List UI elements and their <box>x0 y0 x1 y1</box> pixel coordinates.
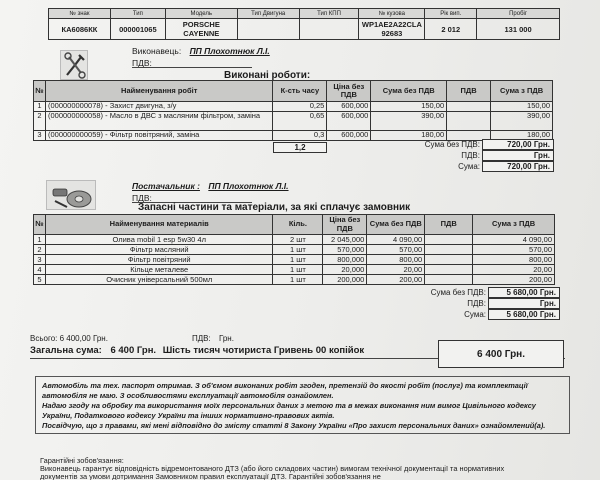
parts-row-name: Фільтр повітряний <box>45 255 272 265</box>
parts-row-qty: 1 шт <box>273 245 323 255</box>
parts-icon <box>46 180 96 210</box>
works-summary-label: ПДВ: <box>461 151 480 160</box>
vehicle-engine <box>237 19 299 40</box>
works-summary-label: Сума: <box>458 162 480 171</box>
works-summary-value: Грн. <box>482 150 554 161</box>
note-line: Надаю згоду на обробку та використання моїх персональних даних з метою та в межах виконання ним вимог Цивільного кодексу <box>42 401 536 410</box>
vehicle-model: PORSCHE CAYENNE <box>165 19 237 40</box>
works-row-qty: 0,3 <box>273 131 327 141</box>
works-header-cell: Ціна без ПДВ <box>327 81 371 102</box>
works-row-total: 150,00 <box>491 102 553 112</box>
works-row-number: 3 <box>34 131 46 141</box>
works-row-sum: 150,00 <box>371 102 447 112</box>
vehicle-type: 000001065 <box>110 19 165 40</box>
parts-row-sum: 20,00 <box>367 265 425 275</box>
parts-row-total: 800,00 <box>473 255 555 265</box>
total-all: Всього: 6 400,00 Грн. <box>30 334 108 343</box>
grand-total-label: Загальна сума: <box>30 345 102 356</box>
parts-summary-label: Сума без ПДВ: <box>430 288 486 297</box>
contractor-vat: ПДВ: <box>132 58 152 68</box>
works-header-cell: № <box>34 81 46 102</box>
note-line: автомобіля не маю. З особливостями експлуатації автомобіля ознайомлен. <box>42 391 334 400</box>
parts-summary-label: ПДВ: <box>467 299 486 308</box>
table-row <box>34 265 555 275</box>
works-table <box>33 80 553 141</box>
works-row-total: 390,00 <box>491 112 553 131</box>
supplier-name: ПП Плохотнюк Л.І. <box>208 181 289 191</box>
parts-row-qty: 2 шт <box>273 235 323 245</box>
works-summary-value: 720,00 Грн. <box>482 161 554 172</box>
contractor-label: Виконавець: <box>132 46 182 56</box>
parts-row-sum: 4 090,00 <box>367 235 425 245</box>
vehicle-header-cell: Рік вип. <box>425 9 477 19</box>
parts-header-row <box>34 215 555 235</box>
vehicle-vin: WP1AE2A22CLA92683 <box>359 19 425 40</box>
table-row <box>34 235 555 245</box>
parts-row-qty: 1 шт <box>273 255 323 265</box>
parts-row-total: 20,00 <box>473 265 555 275</box>
table-row <box>34 255 555 265</box>
parts-summary-value: Грн. <box>488 298 560 309</box>
parts-row-vat <box>425 245 473 255</box>
grand-total-value: 6 400 Грн. <box>110 345 157 356</box>
table-row <box>34 131 553 141</box>
wrench-icon <box>60 50 88 80</box>
works-row-price: 600,000 <box>327 131 371 141</box>
warranty-line: Виконавець гарантує відповідність відремонтованого ДТЗ (або його складових частин) вимогам технічної документації та нормативних <box>40 464 505 473</box>
vehicle-plate: КА6086КК <box>49 19 111 40</box>
table-row <box>34 112 553 131</box>
parts-header-cell: Ціна без ПДВ <box>323 215 367 235</box>
table-row <box>34 245 555 255</box>
works-header-cell: Сума з ПДВ <box>491 81 553 102</box>
notes-box <box>35 376 570 434</box>
vehicle-year: 2 012 <box>425 19 477 40</box>
works-row-price: 600,000 <box>327 102 371 112</box>
parts-row-price: 200,000 <box>323 275 367 285</box>
warranty-title: Гарантійні зобов'язання: <box>40 456 124 465</box>
vehicle-mileage: 131 000 <box>477 19 560 40</box>
parts-row-total: 200,00 <box>473 275 555 285</box>
table-row <box>34 102 553 112</box>
vehicle-header-cell: № знак <box>49 9 111 19</box>
parts-row-qty: 1 шт <box>273 265 323 275</box>
parts-header-cell: Сума без ПДВ <box>367 215 425 235</box>
works-row-price: 600,000 <box>327 112 371 131</box>
vehicle-header-row <box>49 9 560 19</box>
works-row-sum: 180,00 <box>371 131 447 141</box>
parts-row-sum: 200,00 <box>367 275 425 285</box>
warranty-line: документів за умови дотримання Замовником правил експлуатації ДТЗ. Гарантійні зобов'язання не <box>40 472 381 480</box>
contractor-vat-line <box>132 67 252 68</box>
parts-header-cell: Сума з ПДВ <box>473 215 555 235</box>
contractor-name: ПП Плохотнюк Л.І. <box>189 46 270 56</box>
works-row-number: 1 <box>34 102 46 112</box>
note-line: Посвідчую, що з правами, які мені відповідно до змісту статті 8 Закону України «Про захист персональних даних» ознайомлений(а). <box>42 421 546 430</box>
parts-row-total: 570,00 <box>473 245 555 255</box>
grand-total-box: 6 400 Грн. <box>438 340 564 368</box>
works-row-number: 2 <box>34 112 46 131</box>
works-title: Виконані роботи: <box>224 70 311 81</box>
works-row-qty: 0,25 <box>273 102 327 112</box>
table-row <box>34 275 555 285</box>
parts-row-vat <box>425 255 473 265</box>
parts-row-qty: 1 шт <box>273 275 323 285</box>
parts-row-sum: 800,00 <box>367 255 425 265</box>
vehicle-header-cell: № кузова <box>359 9 425 19</box>
vehicle-header-cell: Пробіг <box>477 9 560 19</box>
parts-row-number: 5 <box>34 275 46 285</box>
total-vat-line <box>192 334 234 343</box>
works-header-cell: Найменування робіт <box>45 81 272 102</box>
works-header-row <box>34 81 553 102</box>
supplier-label: Постачальник : <box>132 181 200 191</box>
parts-header-cell: Найменування материалів <box>45 215 272 235</box>
parts-row-sum: 570,00 <box>367 245 425 255</box>
works-row-name: (000000000059) - Фільтр повітряний, заміна <box>45 131 272 141</box>
parts-summary-label: Сума: <box>464 310 486 319</box>
works-row-name: (000000000078) - Захист двигуна, з/у <box>45 102 272 112</box>
supplier-vat: ПДВ: <box>132 193 152 203</box>
note-line: Автомобіль та тех. паспорт отримав. З об'ємом виконаних робіт згоден, претензій до якості робіт (послуг) та комплектації <box>42 381 528 390</box>
works-summary-label: Сума без ПДВ: <box>424 140 480 149</box>
works-row-total: 180,00 <box>491 131 553 141</box>
grand-total-line <box>30 345 364 356</box>
vehicle-header-cell: Тип <box>110 9 165 19</box>
parts-row-price: 20,000 <box>323 265 367 275</box>
vehicle-header-cell: Тип КПП <box>299 9 359 19</box>
parts-row-total: 4 090,00 <box>473 235 555 245</box>
total-vat-label: ПДВ: <box>192 334 211 343</box>
contractor-line <box>132 46 270 56</box>
supplier-line <box>132 181 289 191</box>
parts-row-vat <box>425 275 473 285</box>
vehicle-value-row <box>49 19 560 40</box>
works-row-vat <box>447 102 491 112</box>
grand-total-words: Шість тисяч чотириста Гривень 00 копійок <box>162 345 365 356</box>
parts-summary-value: 5 680,00 Грн. <box>488 287 560 298</box>
works-row-vat <box>447 112 491 131</box>
parts-row-price: 2 045,000 <box>323 235 367 245</box>
parts-row-name: Очисник універсальний 500мл <box>45 275 272 285</box>
parts-header-cell: Кіль. <box>273 215 323 235</box>
works-summary-value: 720,00 Грн. <box>482 139 554 150</box>
parts-row-vat <box>425 235 473 245</box>
works-total-hours: 1,2 <box>273 142 327 153</box>
parts-row-price: 800,000 <box>323 255 367 265</box>
parts-header-cell: № <box>34 215 46 235</box>
parts-row-number: 2 <box>34 245 46 255</box>
vehicle-table <box>48 8 560 40</box>
parts-table <box>33 214 555 285</box>
parts-row-name: Кільце металеве <box>45 265 272 275</box>
parts-row-number: 3 <box>34 255 46 265</box>
parts-title: Запасні частини та матеріали, за які сплачує замовник <box>138 202 411 213</box>
works-header-cell: Сума без ПДВ <box>371 81 447 102</box>
vehicle-header-cell: Тип Двигуна <box>237 9 299 19</box>
parts-row-name: Олива mobil 1 esp 5w30 4л <box>45 235 272 245</box>
parts-row-vat <box>425 265 473 275</box>
vehicle-header-cell: Модель <box>165 9 237 19</box>
works-row-qty: 0,65 <box>273 112 327 131</box>
note-line: України, Податкового кодексу України та інших нормативно-правових актів. <box>42 411 335 420</box>
parts-header-cell: ПДВ <box>425 215 473 235</box>
works-row-sum: 390,00 <box>371 112 447 131</box>
parts-summary-value: 5 680,00 Грн. <box>488 309 560 320</box>
total-vat-unit: Грн. <box>218 334 234 343</box>
works-header-cell: К-сть часу <box>273 81 327 102</box>
parts-row-price: 570,000 <box>323 245 367 255</box>
parts-row-name: Фільтр масляний <box>45 245 272 255</box>
parts-row-number: 4 <box>34 265 46 275</box>
works-row-name: (000000000058) - Масло в ДВС з масляним фільтром, заміна <box>45 112 272 131</box>
vehicle-gearbox <box>299 19 359 40</box>
works-header-cell: ПДВ <box>447 81 491 102</box>
parts-row-number: 1 <box>34 235 46 245</box>
